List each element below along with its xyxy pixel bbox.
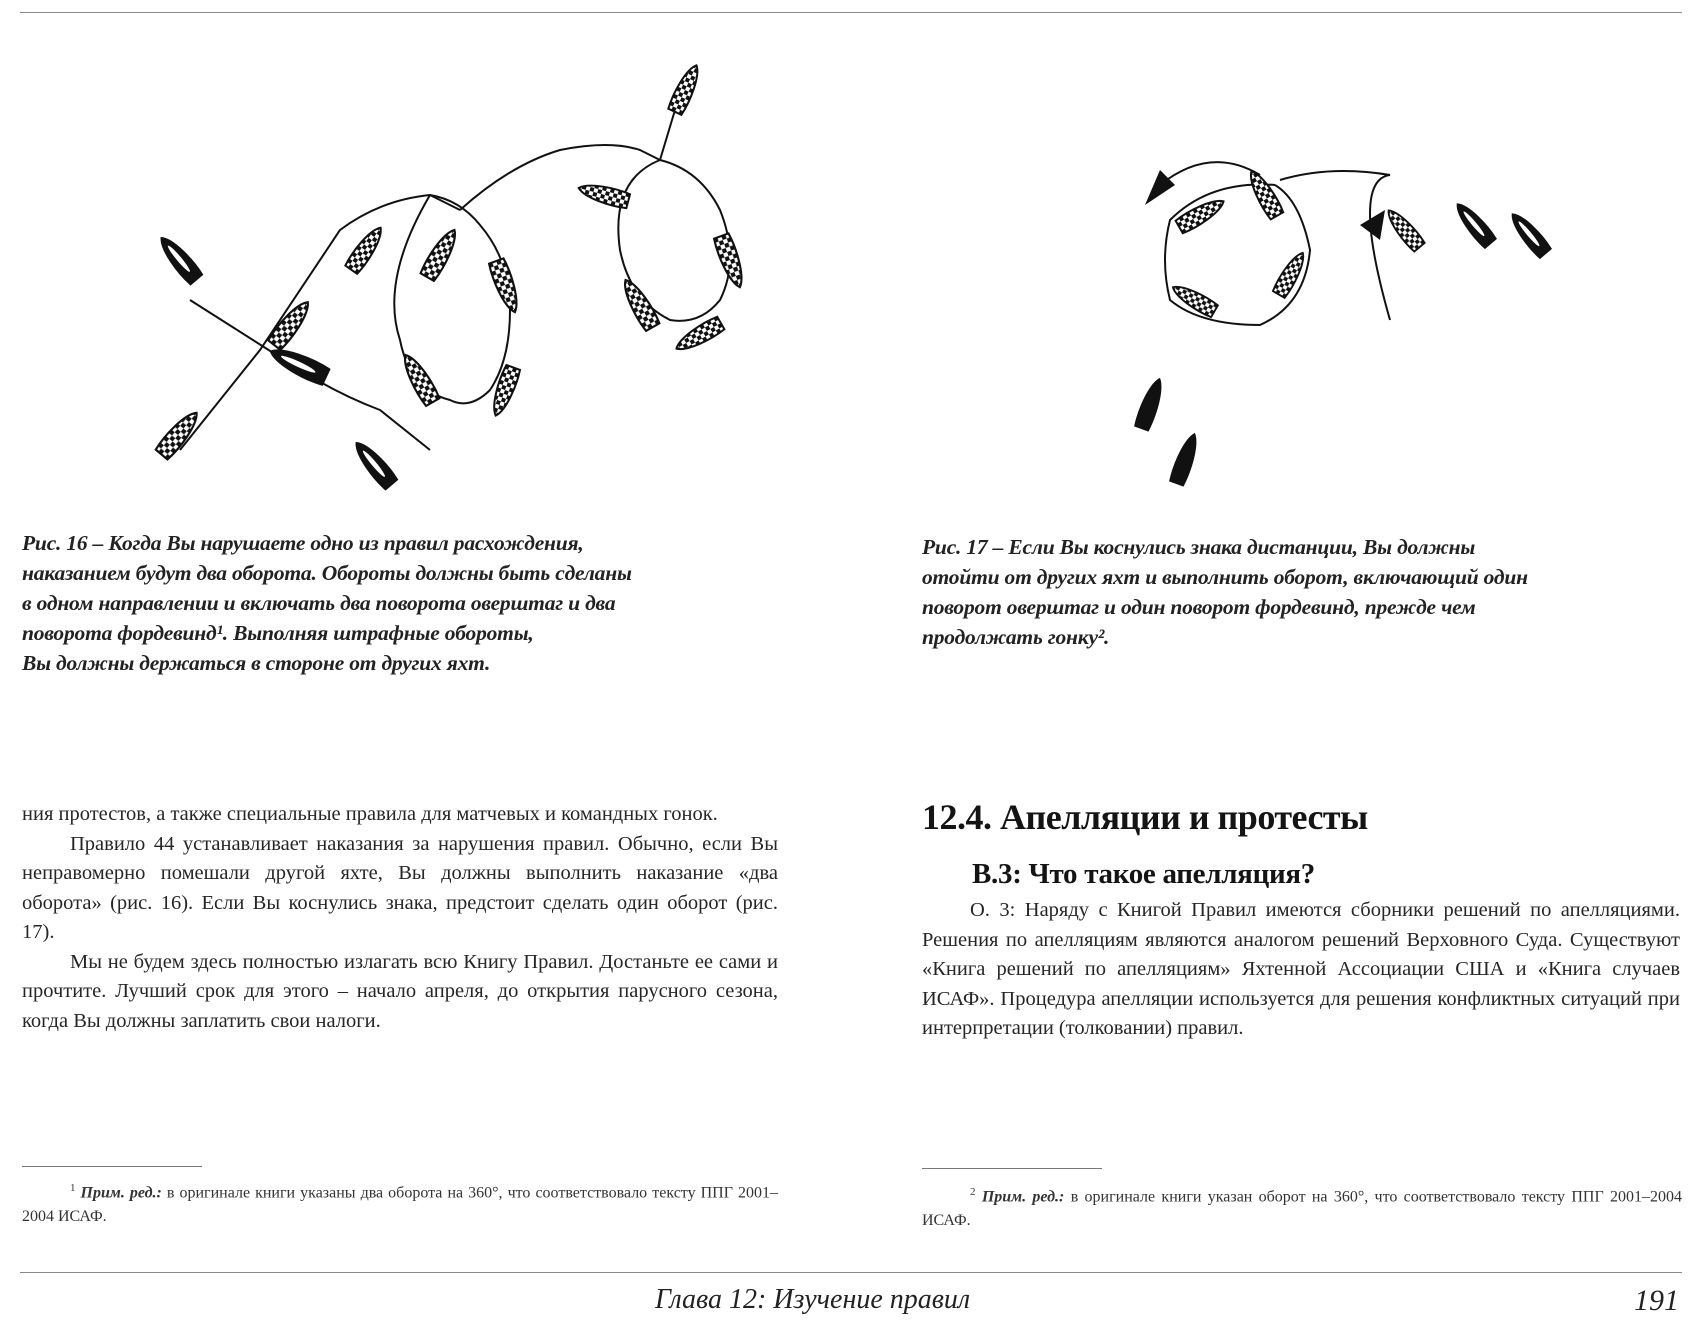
caption-line: отойти от других яхт и выполнить оборот, включающий один: [922, 565, 1528, 589]
left-column-text: [22, 800, 778, 1036]
figure-16-diagram: [140, 50, 840, 500]
footnote-text: в оригинале книги указаны два оборота на 360°, что соответствовало тексту ППГ 2001–2004 ИСАФ.: [22, 1184, 779, 1226]
top-rule: [20, 12, 1682, 13]
running-title: Глава 12: Изучение правил: [655, 1284, 971, 1315]
footnote-rule-right: [922, 1168, 1102, 1169]
paragraph: Правило 44 устанавливает наказания за нарушения правил. Обычно, если Вы неправомерно помешали другой яхте, Вы должны выполнить наказание «два оборота» (рис. 16). Если Вы коснулись знака, предстоит сделать один оборот (рис. 17).: [22, 832, 778, 943]
footnote-mark: 1: [70, 1182, 76, 1194]
footnote-rule-left: [22, 1166, 202, 1167]
figure-17-caption: [922, 532, 1682, 652]
section-heading: 12.4. Апелляции и протесты: [922, 797, 1368, 837]
caption-line: поворота фордевинд¹. Выполняя штрафные обороты,: [22, 621, 534, 645]
page-number: 191: [1634, 1284, 1679, 1317]
caption-line: в одном направлении и включать два поворота оверштаг и два: [22, 591, 616, 615]
caption-line: Вы должны держаться в стороне от других яхт.: [22, 651, 491, 675]
figure-17-diagram: [1100, 140, 1600, 500]
caption-line: продолжать гонку².: [922, 625, 1110, 649]
figure-16-caption: [22, 528, 802, 678]
caption-line: Рис. 17 – Если Вы коснулись знака дистанции, Вы должны: [922, 535, 1476, 559]
footnote-lead: Прим. ред.:: [981, 1188, 1065, 1206]
footnote-2: [922, 1180, 1682, 1233]
paragraph: Мы не будем здесь полностью излагать всю Книгу Правил. Достаньте ее сами и прочтите. Лучший срок для этого – начало апреля, до открытия парусного сезона, когда Вы должны заплатить свои налоги.: [22, 950, 778, 1032]
caption-line: поворот оверштаг и один поворот фордевинд, прежде чем: [922, 595, 1476, 619]
bottom-rule: [20, 1272, 1682, 1273]
footnote-text: в оригинале книги указан оборот на 360°, что соответствовало тексту ППГ 2001–2004 ИСАФ.: [922, 1188, 1683, 1230]
question-heading: В.3: Что такое апелляция?: [972, 858, 1315, 890]
right-column-text: [922, 896, 1680, 1044]
footnote-lead: Прим. ред.:: [80, 1184, 162, 1202]
caption-line: Рис. 16 – Когда Вы нарушаете одно из правил расхождения,: [22, 531, 584, 555]
footnote-mark: 2: [970, 1186, 976, 1198]
footnote-1: [22, 1176, 778, 1229]
caption-line: наказанием будут два оборота. Обороты должны быть сделаны: [22, 561, 632, 585]
paragraph: О. 3: Наряду с Книгой Правил имеются сборники решений по апелляциями. Решения по апелляциям являются аналогом решений Верховного Суда. Существуют «Книга решений по апелляциям» Яхтенной Ассоциации США и «Книга случаев ИСАФ». Процедура апелляции используется для решения конфликтных ситуаций при интерпретации (толковании) правил.: [922, 899, 1680, 1039]
paragraph: ния протестов, а также специальные правила для матчевых и командных гонок.: [22, 803, 718, 825]
